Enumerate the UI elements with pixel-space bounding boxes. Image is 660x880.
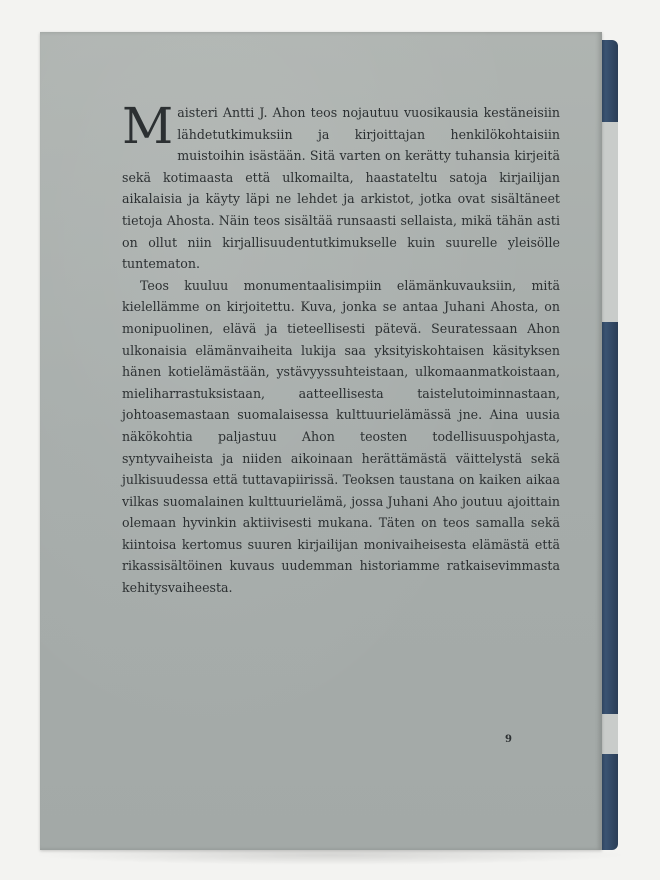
book [40, 32, 618, 850]
blurb-paragraph-1-text: aisteri Antti J. Ahon teos nojautuu vuosikausia kestäneisiin lähdetutkimuksiin ja kirjoittajan henkilökohtaisiin muistoihin isästään. Sitä varten on kerätty tuhansia kirjeitä sekä kotimaasta että ulkomailta, haastateltu satoja kirjailijan aikalaisia ja käyty läpi ne lehdet ja arkistot, jotka ovat sisältäneet tietoja Ahosta. Näin teos sisältää runsaasti sellaista, mikä tähän asti on ollut niin kirjallisuudentutkimukselle kuin suurelle yleisölle tuntematon. [122, 105, 560, 272]
blurb-text [122, 97, 560, 599]
blurb-paragraph-2: Teos kuuluu monumentaalisimpiin elämänkuvauksiin, mitä kielellämme on kirjoitettu. Kuva, jonka se antaa Juhani Ahosta, on monipuolinen, elävä ja tieteellisesti pätevä. Seuratessaan Ahon ulkonaisia elämänvaiheita lukija saa yksityiskohtaisen käsityksen hänen kotielämästään, ystävyyssuhteistaan, ulkomaanmatkoistaan, mieliharrastuksistaan, aatteellisesta taistelutoiminnastaan, johtoasemastaan suomalaisessa kulttuurielämässä jne. Aina uusia näkökohtia paljastuu Ahon teosten todellisuuspohjasta, syntyvaiheista ja niiden aikoinaan herättämästä väittelystä sekä julkisuudessa että tuttavapiirissä. Teoksen taustana on kaiken aikaa vilkas suomalainen kulttuurielämä, jossa Juhani Aho joutuu ajoittain olemaan hyvinkin aktiivisesti mukana. Täten on teos samalla sekä kiintoisa kertomus suuren kirjailijan monivaiheisesta elämästä että rikassisältöinen kuvaus uudemman historiamme ratkaisevimmasta kehitysvaiheesta. [122, 277, 560, 596]
blurb-paragraph-1 [122, 97, 560, 275]
dust-jacket-back [40, 32, 602, 850]
page-number: 9 [505, 734, 512, 745]
drop-cap: M [122, 97, 174, 155]
